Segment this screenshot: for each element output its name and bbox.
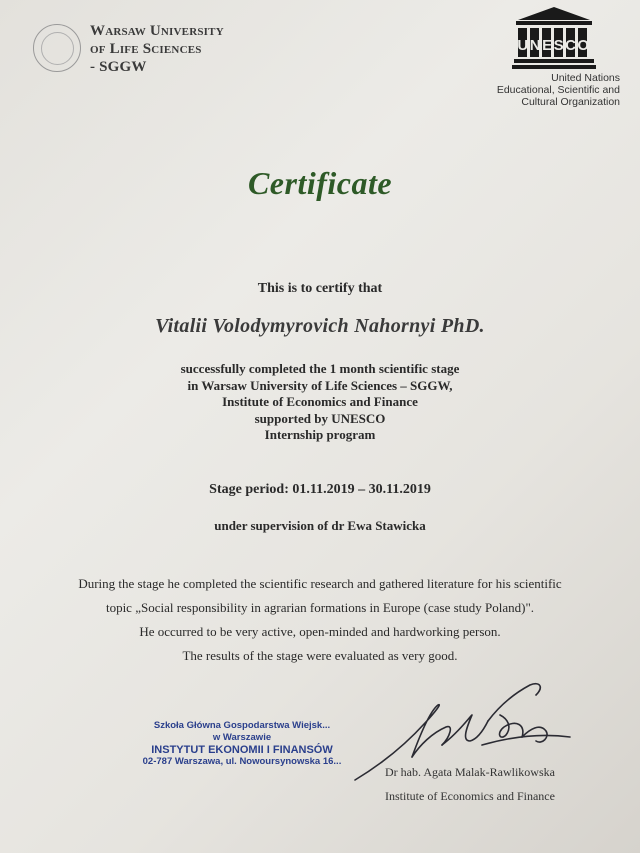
signatory-block bbox=[385, 760, 555, 808]
stamp-line4: 02-787 Warszawa, ul. Nowoursynowska 16... bbox=[142, 756, 342, 767]
unesco-caption-line2: Educational, Scientific and bbox=[496, 84, 620, 96]
body-line: The results of the stage were evaluated as very good. bbox=[182, 648, 458, 663]
supervision-line: under supervision of dr Ewa Stawicka bbox=[214, 518, 426, 533]
stage-line: Internship program bbox=[264, 427, 376, 442]
university-name bbox=[90, 22, 224, 76]
body-line: topic „Social responsibility in agrarian formations in Europe (case study Poland)". bbox=[105, 600, 535, 615]
body-line: During the stage he completed the scientific research and gathered literature for his scientific bbox=[78, 576, 562, 591]
stamp-line3: INSTYTUT EKONOMII I FINANSÓW bbox=[151, 744, 333, 756]
stage-line: successfully completed the 1 month scientific stage bbox=[180, 361, 460, 376]
unesco-wordmark: UNESCO bbox=[517, 37, 591, 54]
certify-line: This is to certify that bbox=[257, 281, 383, 296]
stamp-line2: w Warszawie bbox=[212, 732, 272, 743]
stamp-line1: Szkoła Główna Gospodarstwa Wiejsk... bbox=[153, 720, 331, 731]
unesco-caption-line3: Cultural Organization bbox=[521, 96, 620, 108]
recipient-name: Vitalii Volodymyrovich Nahornyi PhD. bbox=[155, 315, 485, 337]
unesco-caption-line1: United Nations bbox=[551, 72, 620, 84]
certificate-title: Certificate bbox=[247, 165, 393, 201]
stage-line: in Warsaw University of Life Sciences – SGGW, bbox=[187, 377, 453, 393]
stage-description bbox=[0, 361, 640, 444]
body-line: He occurred to be very active, open-minded and hardworking person. bbox=[139, 624, 501, 639]
university-name-line2: of Life Sciences bbox=[90, 41, 202, 57]
signatory-name: Dr hab. Agata Malak-Rawlikowska bbox=[385, 765, 555, 779]
university-name-line3: - SGGW bbox=[90, 59, 147, 75]
unesco-logo-icon bbox=[512, 6, 596, 70]
certificate-body bbox=[0, 572, 640, 668]
university-name-line1: Warsaw University bbox=[90, 23, 224, 39]
institute-stamp bbox=[142, 720, 342, 768]
university-seal-icon bbox=[33, 24, 81, 72]
stage-line: Institute of Economics and Finance bbox=[222, 394, 418, 409]
signatory-institute: Institute of Economics and Finance bbox=[385, 789, 555, 803]
unesco-caption bbox=[470, 72, 620, 108]
stage-line: supported by UNESCO bbox=[254, 410, 386, 426]
stage-period: Stage period: 01.11.2019 – 30.11.2019 bbox=[209, 482, 431, 497]
